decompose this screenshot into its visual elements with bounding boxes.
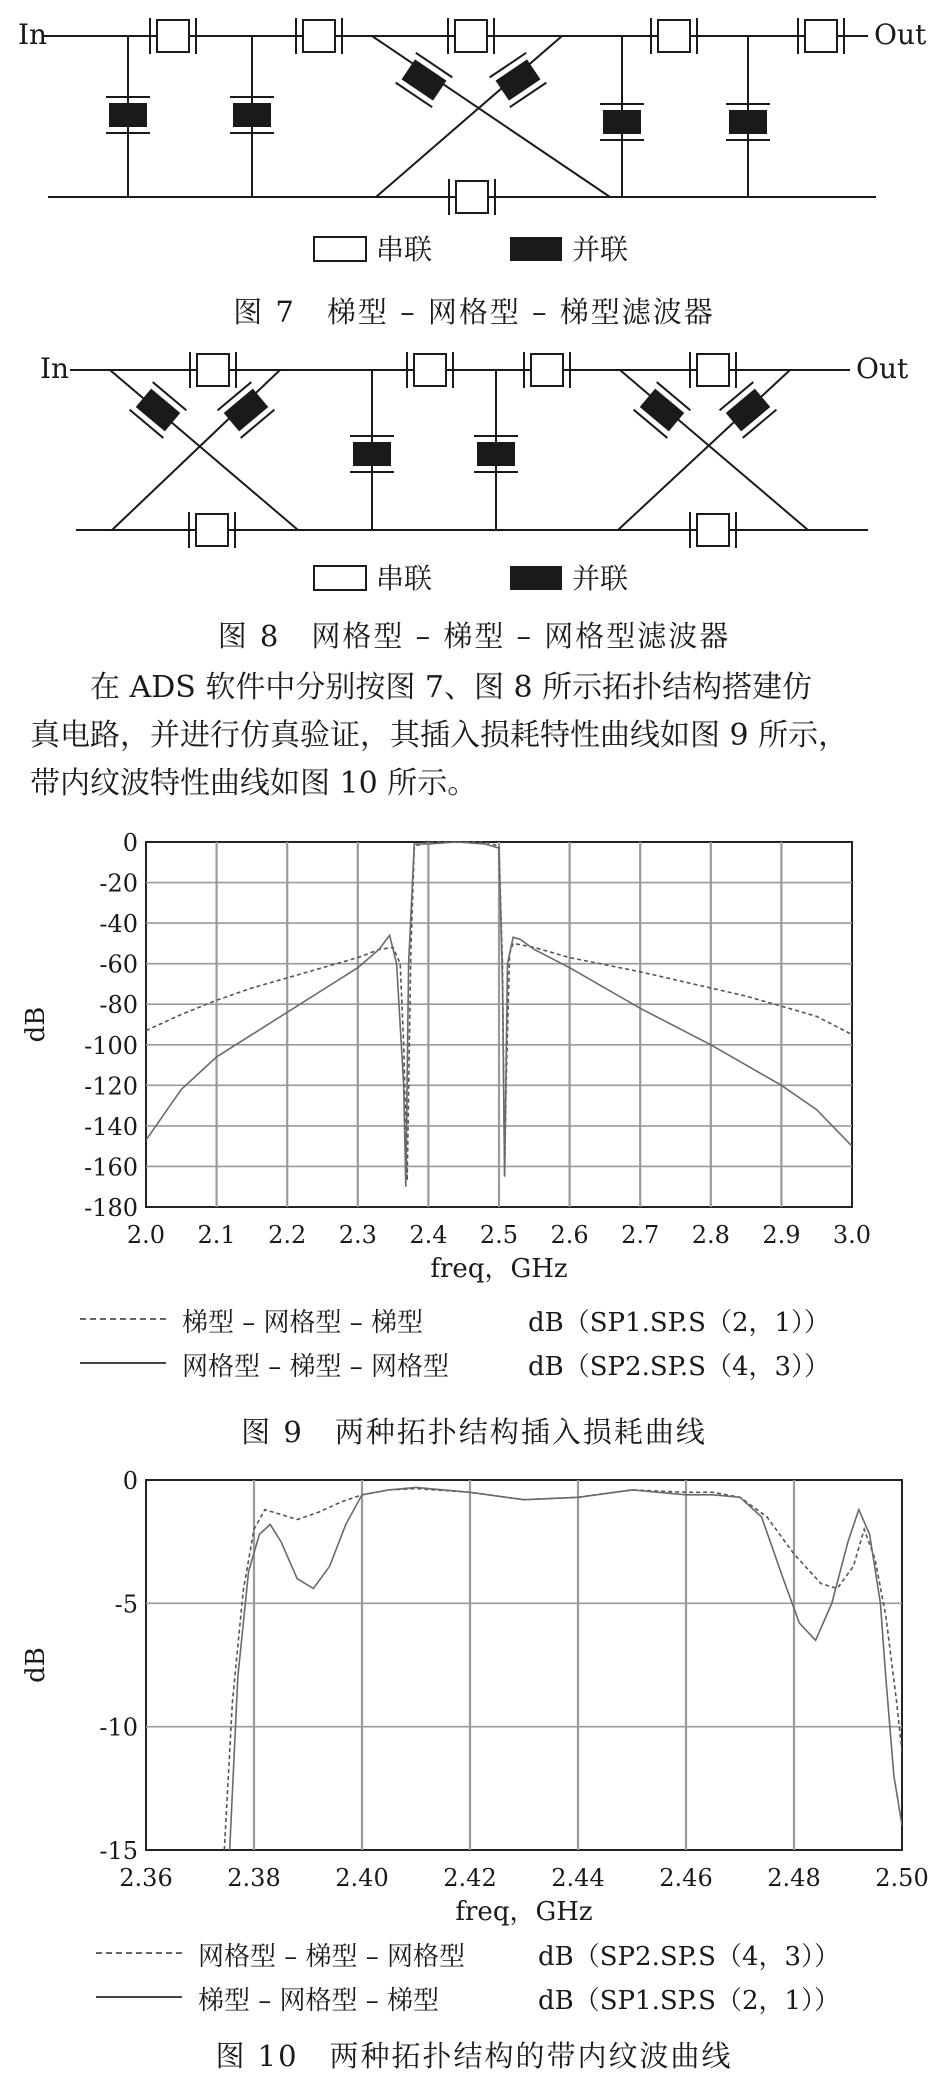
fig10-legend-solid-line bbox=[96, 1996, 182, 1998]
fig9-x-tick-label: 2.8 bbox=[691, 1221, 730, 1249]
fig9-legend-name-1: 梯型 – 网格型 – 梯型 bbox=[182, 1308, 424, 1338]
fig9-x-tick-label: 2.6 bbox=[550, 1221, 589, 1249]
fig10-x-tick-label: 2.50 bbox=[875, 1864, 929, 1892]
fig9-x-tick-label: 2.5 bbox=[479, 1221, 519, 1249]
fig10-y-tick-label: -15 bbox=[99, 1837, 138, 1865]
fig8-circuit bbox=[0, 340, 948, 610]
fig9-y-tick-label: -140 bbox=[84, 1112, 138, 1141]
fig10-legend bbox=[86, 1936, 946, 2026]
fig8-parallel-resonators bbox=[350, 436, 518, 472]
fig9-x-tick-label: 2.7 bbox=[621, 1221, 660, 1249]
paragraph-line-3: 带内纹波特性曲线如图 10 所示。 bbox=[30, 766, 478, 801]
fig8-legend-parallel-swatch bbox=[510, 566, 562, 590]
fig9-insertion-loss-chart bbox=[0, 830, 948, 1290]
fig9-y-axis-label: dB bbox=[21, 1006, 51, 1043]
fig9-x-tick-label: 2.0 bbox=[126, 1221, 166, 1249]
fig9-x-tick-label: 2.3 bbox=[338, 1221, 377, 1249]
fig7-in-label: In bbox=[18, 18, 48, 51]
fig10-series-solid-line bbox=[230, 1487, 902, 1850]
fig9-legend bbox=[70, 1302, 940, 1392]
fig10-legend-name-2: 梯型 – 网格型 – 梯型 bbox=[198, 1986, 440, 2016]
body-paragraph bbox=[30, 664, 948, 808]
fig9-x-tick-label: 2.4 bbox=[409, 1221, 448, 1249]
fig10-y-tick-label: -10 bbox=[99, 1713, 138, 1742]
fig7-legend-parallel-label: 并联 bbox=[572, 233, 629, 266]
fig9-y-tick-label: -100 bbox=[84, 1031, 138, 1060]
fig10-x-tick-label: 2.40 bbox=[335, 1864, 389, 1892]
fig9-y-tick-label: -160 bbox=[84, 1153, 138, 1182]
fig10-x-axis-label: freq，GHz bbox=[455, 1897, 593, 1927]
fig9-x-tick-label: 2.2 bbox=[268, 1221, 307, 1249]
fig10-x-tick-label: 2.36 bbox=[119, 1864, 173, 1892]
fig8-series-resonators bbox=[189, 352, 736, 548]
paragraph-line-1: 在 ADS 软件中分别按图 7、图 8 所示拓扑结构搭建仿 bbox=[90, 670, 813, 705]
fig9-caption: 图 9 两种拓扑结构插入损耗曲线 bbox=[241, 1415, 707, 1449]
fig9-y-tick-label: -180 bbox=[84, 1194, 138, 1222]
fig9-legend-solid-line bbox=[80, 1362, 166, 1364]
fig10-x-tick-label: 2.38 bbox=[227, 1864, 281, 1892]
fig10-caption: 图 10 两种拓扑结构的带内纹波曲线 bbox=[215, 2039, 733, 2073]
fig9-legend-dashed-line bbox=[80, 1318, 166, 1320]
fig7-legend-parallel-swatch bbox=[510, 237, 562, 261]
fig7-out-label: Out bbox=[874, 18, 927, 51]
fig10-x-tick-label: 2.44 bbox=[551, 1864, 605, 1892]
fig10-series-dashed-line bbox=[224, 1489, 902, 1850]
fig9-legend-name-2: 网格型 – 梯型 – 网格型 bbox=[182, 1352, 450, 1382]
fig9-legend-expr-1: dB（SP1.SP.S（2，1）） bbox=[528, 1308, 831, 1338]
fig10-y-axis-label: dB bbox=[21, 1647, 51, 1683]
fig9-y-tick-label: 0 bbox=[122, 830, 138, 857]
fig10-legend-dashed-line bbox=[96, 1952, 182, 1954]
fig8-caption: 图 8 网格型 – 梯型 – 网格型滤波器 bbox=[217, 619, 731, 653]
fig8-legend-series-swatch bbox=[314, 566, 366, 590]
fig9-legend-expr-2: dB（SP2.SP.S（4，3）） bbox=[528, 1352, 831, 1382]
fig7-lattice-resonators bbox=[396, 53, 547, 107]
fig7-circuit bbox=[0, 0, 948, 270]
fig9-y-tick-label: -20 bbox=[99, 869, 138, 898]
fig9-y-tick-label: -80 bbox=[99, 991, 138, 1020]
fig8-lattice-resonators bbox=[130, 382, 777, 438]
fig9-x-tick-label: 2.9 bbox=[762, 1221, 801, 1249]
fig9-y-tick-label: -120 bbox=[84, 1072, 138, 1101]
fig9-x-tick-label: 3.0 bbox=[832, 1221, 872, 1249]
fig10-legend-name-1: 网格型 – 梯型 – 网格型 bbox=[198, 1942, 466, 1972]
fig8-legend-parallel-label: 并联 bbox=[572, 562, 629, 595]
fig10-legend-expr-2: dB（SP1.SP.S（2，1）） bbox=[538, 1986, 841, 2016]
fig9-y-tick-label: -60 bbox=[99, 950, 138, 979]
fig10-ripple-chart bbox=[0, 1460, 948, 1940]
fig8-in-label: In bbox=[40, 352, 70, 385]
fig9-x-axis-label: freq，GHz bbox=[430, 1254, 568, 1284]
fig7-legend-series-label: 串联 bbox=[376, 233, 433, 266]
fig10-x-tick-label: 2.48 bbox=[767, 1864, 821, 1892]
fig7-caption: 图 7 梯型 – 网格型 – 梯型滤波器 bbox=[233, 295, 715, 329]
fig8-legend-series-label: 串联 bbox=[376, 562, 433, 595]
paragraph-line-2: 真电路，并进行仿真验证，其插入损耗特性曲线如图 9 所示， bbox=[30, 718, 849, 753]
fig7-legend-series-swatch bbox=[314, 237, 366, 261]
fig7-parallel-resonators bbox=[106, 97, 770, 140]
fig8-out-label: Out bbox=[856, 352, 909, 385]
fig10-x-tick-label: 2.42 bbox=[443, 1864, 497, 1892]
fig10-x-tick-label: 2.46 bbox=[659, 1864, 713, 1892]
fig10-legend-expr-1: dB（SP2.SP.S（4，3）） bbox=[538, 1942, 841, 1972]
fig10-y-tick-label: -5 bbox=[114, 1590, 138, 1619]
fig9-x-tick-label: 2.1 bbox=[197, 1221, 236, 1249]
fig10-y-tick-label: 0 bbox=[122, 1467, 138, 1495]
fig9-y-tick-label: -40 bbox=[99, 910, 138, 939]
